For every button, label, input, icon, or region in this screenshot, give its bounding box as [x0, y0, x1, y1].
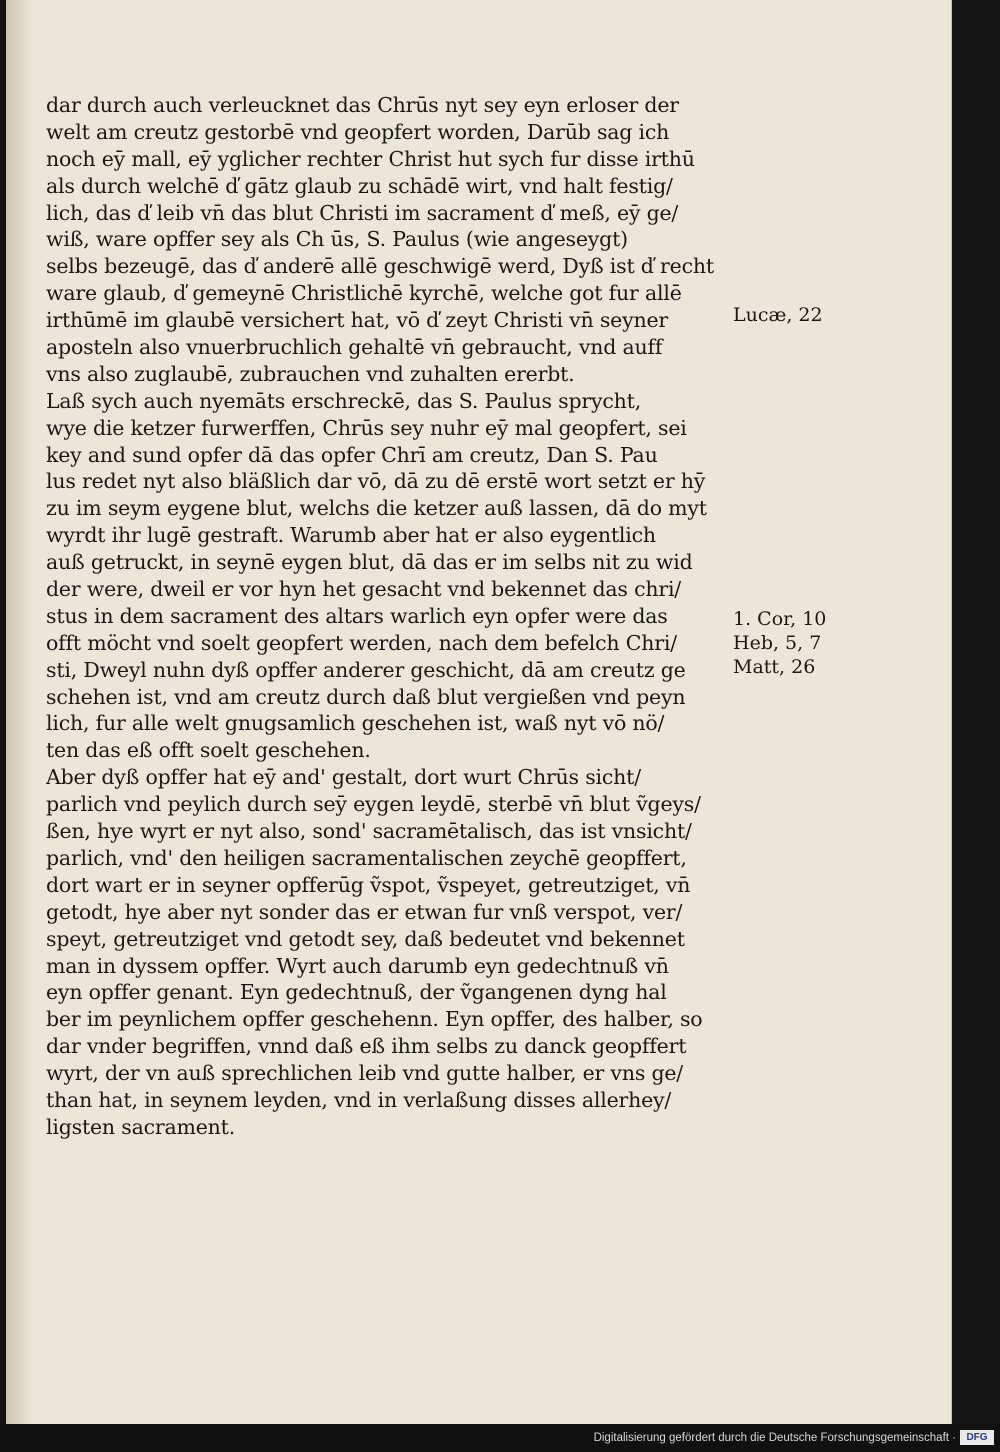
text-line: key and sund opfer dā das opfer Chrī am creutz, Dan S. Pau — [46, 442, 658, 467]
text-line: dort wart er in seyner opfferūg ṽspot, ṽspeyet, getreutziget, vn̄ — [46, 872, 691, 897]
text-line: lich, das ď leib vn̄ das blut Christi im sacrament ď meß, eȳ ge/ — [46, 200, 679, 225]
text-line: auß getruckt, in seynē eygen blut, dā das er im selbs nit zu wid — [46, 550, 693, 575]
text-line: parlich, vnd' den heiligen sacramentalischen zeychē geopffert, — [46, 845, 687, 870]
text-line: ware glaub, ď gemeynē Christlichē kyrchē, welche got fur allē — [46, 281, 682, 306]
text-line: eyn opffer genant. Eyn gedechtnuß, der ṽgangenen dyng hal — [46, 980, 667, 1005]
funding-credit: Digitalisierung gefördert durch die Deutsche Forschungsgemeinschaft · — [593, 1432, 956, 1444]
text-line: wyrdt ihr lugē gestraft. Warumb aber hat er also eygentlich — [46, 523, 656, 548]
text-line: welt am creutz gestorbē vnd geopfert worden, Darūb sag ich — [46, 119, 670, 144]
text-line: getodt, hye aber nyt sonder das er etwan fur vnß verspot, ver/ — [46, 899, 683, 924]
margin-note-cor: 1. Cor, 10 — [733, 608, 827, 630]
text-line: wye die ketzer furwerffen, Chrūs sey nuhr eȳ mal geopfert, sei — [46, 415, 687, 440]
text-line: ligsten sacrament. — [46, 1114, 236, 1139]
text-line: vns also zuglaubē, zubrauchen vnd zuhalten ererbt. — [46, 361, 575, 386]
text-line: der were, dweil er vor hyn het gesacht vnd bekennet das chri/ — [46, 577, 682, 602]
text-line: zu im seym eygene blut, welchs die ketzer auß lassen, dā do myt — [46, 496, 707, 521]
text-line: stus in dem sacrament des altars warlich eyn opfer were das — [46, 603, 668, 628]
text-line: schehen ist, vnd am creutz durch daß blut vergießen vnd peyn — [46, 684, 686, 709]
text-line: Aber dyß opffer hat eȳ and' gestalt, dort wurt Chrūs sicht/ — [46, 765, 641, 790]
text-line: wiß, ware opffer sey als Ch ūs, S. Paulus (wie angeseygt) — [46, 227, 628, 252]
page-gutter-shadow — [6, 0, 34, 1424]
text-line: ber im peynlichem opffer geschehenn. Eyn opffer, des halber, so — [46, 1007, 703, 1032]
body-text — [46, 92, 746, 1141]
text-line: than hat, in seynem leyden, vnd in verlaßung disses allerhey/ — [46, 1087, 672, 1112]
dfg-logo[interactable]: DFG — [960, 1430, 994, 1445]
text-line: irthūmē im glaubē versichert hat, vō ď zeyt Christi vn̄ seyner — [46, 308, 669, 333]
book-page — [6, 0, 952, 1424]
text-line: selbs bezeugē, das ď anderē allē geschwigē werd, Dyß ist ď recht — [46, 254, 714, 279]
margin-note-heb: Heb, 5, 7 — [733, 632, 822, 654]
text-line: parlich vnd peylich durch seȳ eygen leydē, sterbē vn̄ blut ṽgeys/ — [46, 792, 701, 817]
margin-note-lucae: Lucæ, 22 — [733, 304, 823, 326]
text-line: lus redet nyt also bläßlich dar vō, dā zu dē erstē wort setzt er hȳ — [46, 469, 706, 494]
text-line: lich, fur alle welt gnugsamlich geschehen ist, waß nyt vō nö/ — [46, 711, 665, 736]
text-line: wyrt, der vn auß sprechlichen leib vnd gutte halber, er vns ge/ — [46, 1061, 684, 1086]
text-line: speyt, getreutziget vnd getodt sey, daß bedeutet vnd bekennet — [46, 926, 685, 951]
text-line: dar vnder begriffen, vnnd daß eß ihm selbs zu danck geopffert — [46, 1034, 687, 1059]
text-line: sti, Dweyl nuhn dyß opffer anderer geschicht, dā am creutz ge — [46, 657, 686, 682]
text-line: dar durch auch verleucknet das Chrūs nyt sey eyn erloser der — [46, 93, 679, 117]
text-line: Laß sych auch nyemāts erschreckē, das S. Paulus sprycht, — [46, 388, 642, 413]
text-line: noch eȳ mall, eȳ yglicher rechter Christ hut sych fur disse irthū — [46, 146, 695, 171]
text-line: man in dyssem opffer. Wyrt auch darumb eyn gedechtnuß vn̄ — [46, 953, 669, 978]
margin-note-matt: Matt, 26 — [733, 656, 816, 678]
text-line: ßen, hye wyrt er nyt also, sond' sacramētalisch, das ist vnsicht/ — [46, 819, 692, 844]
text-line: als durch welchē ď gātz glaub zu schādē wirt, vnd halt festig/ — [46, 173, 673, 198]
text-line: offt möcht vnd soelt geopfert werden, nach dem befelch Chri/ — [46, 630, 677, 655]
text-line: aposteln also vnuerbruchlich gehaltē vn̄ gebraucht, vnd auff — [46, 335, 663, 360]
text-line: ten das eß offt soelt geschehen. — [46, 738, 371, 763]
